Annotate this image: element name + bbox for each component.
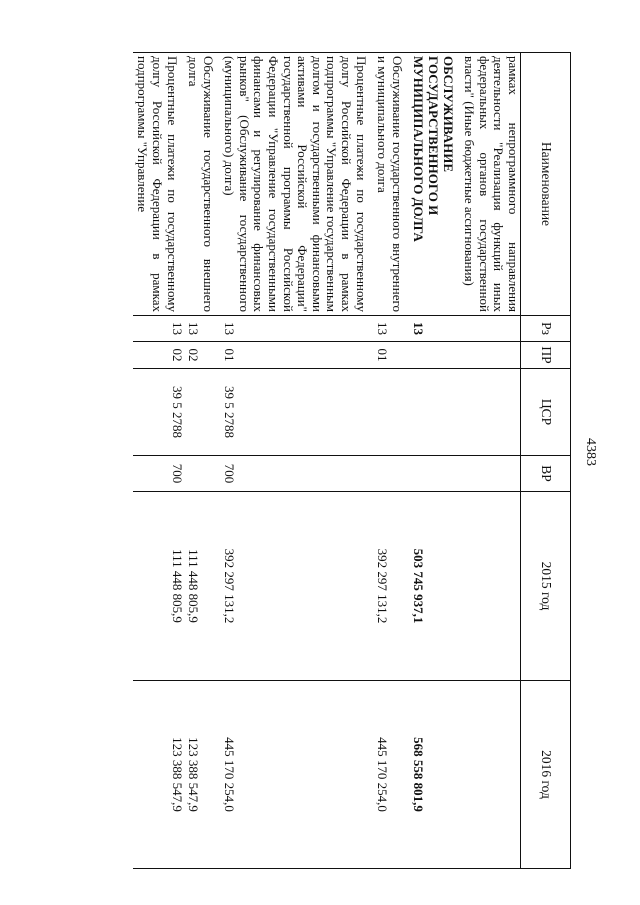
row-name: ОБСЛУЖИВАНИЕ ГОСУДАРСТВЕННОГО И МУНИЦИПАЛЬНОГО ДОЛГА: [409, 53, 460, 316]
header-2016: 2016 год: [521, 681, 571, 869]
page-number: 4383: [583, 438, 598, 466]
table-header-row: [521, 53, 571, 869]
row-csr: [373, 369, 409, 456]
row-2016: 123 388 547,9: [184, 681, 220, 869]
row-2016: [460, 681, 521, 869]
header-name: Наименование: [521, 53, 571, 316]
rotated-page-content: [76, 52, 571, 868]
row-rz: 13: [373, 316, 409, 342]
row-rz: [460, 316, 521, 342]
row-2015: 392 297 131,2: [220, 492, 373, 681]
table-row: [184, 53, 220, 869]
row-csr: 39 5 2788: [133, 369, 184, 456]
row-2016: 568 558 801,9: [409, 681, 460, 869]
row-vr: 700: [133, 456, 184, 492]
row-2016: 445 170 254,0: [373, 681, 409, 869]
row-2016: 123 388 547,9: [133, 681, 184, 869]
row-rz: 13: [133, 316, 184, 342]
row-pr: [409, 342, 460, 369]
row-name: Процентные платежи по государственному долгу Российской Федерации в рамках подпрограммы "Управление государственным долгом и государственными финансовыми активами Российской Федерации" государственной программы Российской Федерации "Управление государственными финансами и регулирование финансовых рынков" (Обслуживание государственного (муниципального) долга): [220, 53, 373, 316]
row-vr: [460, 456, 521, 492]
row-vr: [184, 456, 220, 492]
table-row: [373, 53, 409, 869]
row-rz: 13: [184, 316, 220, 342]
row-vr: [409, 456, 460, 492]
budget-table: [133, 52, 571, 869]
row-vr: [373, 456, 409, 492]
header-pr: ПР: [521, 342, 571, 369]
row-pr: 02: [184, 342, 220, 369]
row-pr: 01: [373, 342, 409, 369]
row-2015: 392 297 131,2: [373, 492, 409, 681]
row-csr: 39 5 2788: [220, 369, 373, 456]
row-rz: 13: [220, 316, 373, 342]
row-csr: [460, 369, 521, 456]
header-vr: ВР: [521, 456, 571, 492]
header-2015: 2015 год: [521, 492, 571, 681]
header-csr: ЦСР: [521, 369, 571, 456]
row-name: рамках непрограммного направления деятельности "Реализация функций иных федеральных органов государственной власти" (Иные бюджетные ассигнования): [460, 53, 521, 316]
row-name: Обслуживание государственного внутреннего и муниципального долга: [373, 53, 409, 316]
table-row: [133, 53, 184, 869]
table-row: [409, 53, 460, 869]
row-2015: 111 448 805,9: [184, 492, 220, 681]
row-pr: 01: [220, 342, 373, 369]
row-2016: 445 170 254,0: [220, 681, 373, 869]
row-2015: 503 745 937,1: [409, 492, 460, 681]
row-pr: [460, 342, 521, 369]
row-pr: 02: [133, 342, 184, 369]
table-row: [220, 53, 373, 869]
row-csr: [184, 369, 220, 456]
header-rz: Рз: [521, 316, 571, 342]
row-name: Обслуживание государственного внешнего долга: [184, 53, 220, 316]
row-2015: [460, 492, 521, 681]
row-2015: 111 448 805,9: [133, 492, 184, 681]
row-name: Процентные платежи по государственному долгу Российской Федерации в рамках подпрограммы "Управление: [133, 53, 184, 316]
row-csr: [409, 369, 460, 456]
row-rz: 13: [409, 316, 460, 342]
row-vr: 700: [220, 456, 373, 492]
table-row: [460, 53, 521, 869]
